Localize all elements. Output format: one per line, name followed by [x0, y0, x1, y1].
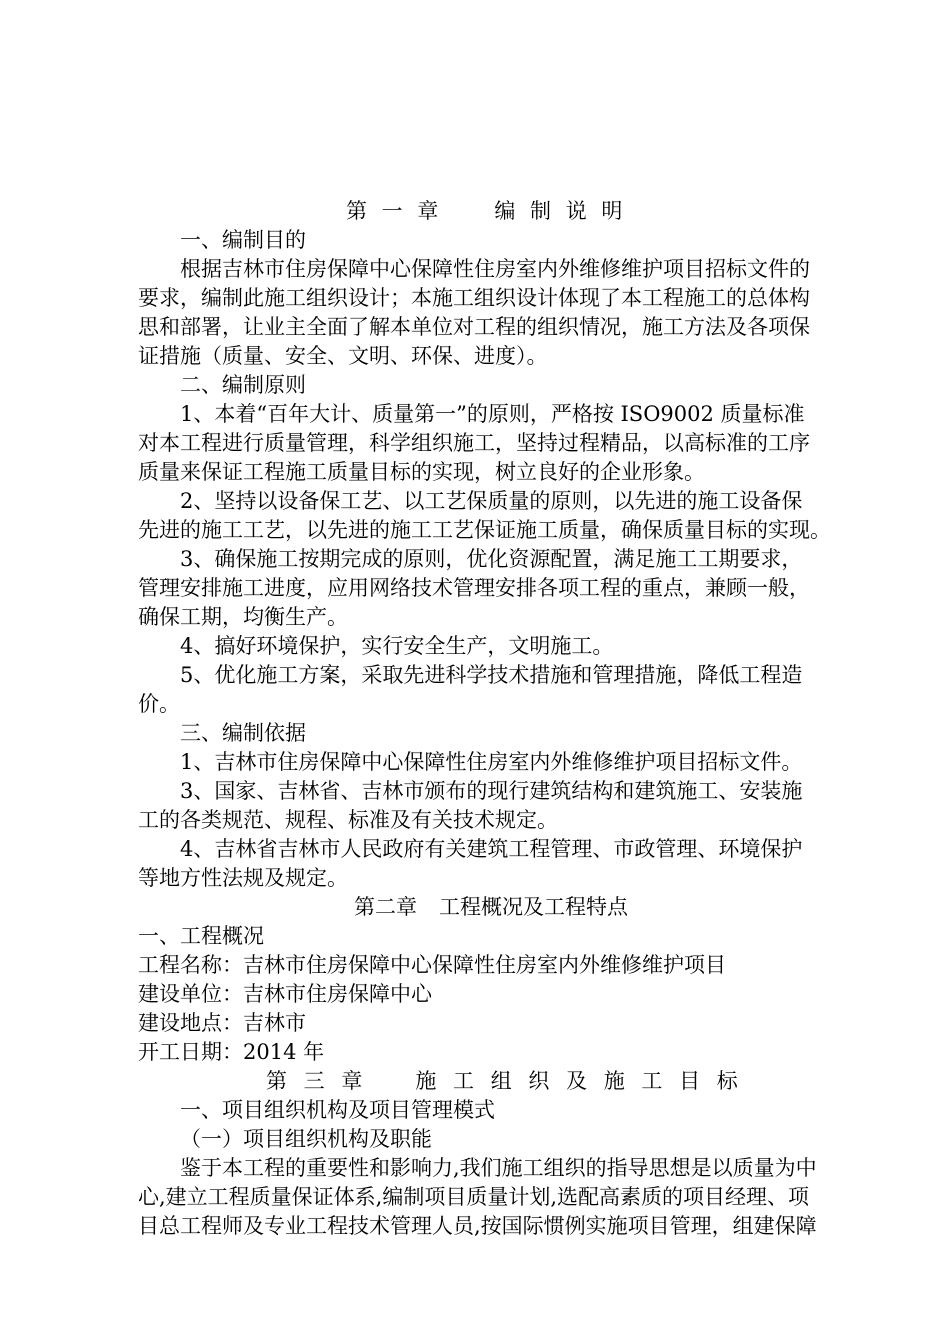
paragraph-line: 等地方性法规及规定。	[138, 866, 348, 890]
project-start-date: 开工日期：2014 年	[138, 1040, 325, 1064]
document-page	[138, 197, 860, 1241]
chapter1-name: 编 制 说 明	[494, 199, 627, 223]
paragraph-line: 2、坚持以设备保工艺、以工艺保质量的原则，以先进的施工设备保	[180, 489, 803, 513]
section-heading: 一、项目组织机构及项目管理模式	[180, 1098, 495, 1122]
chapter3-title	[138, 1067, 860, 1096]
paragraph-line: 鉴于本工程的重要性和影响力,我们施工组织的指导思想是以质量为中	[180, 1156, 817, 1180]
paragraph-line: 1、本着“百年大计、质量第一”的原则，严格按 ISO9002 质量标准	[180, 402, 805, 426]
paragraph-line: 3、确保施工按期完成的原则，优化资源配置，满足施工工期要求，	[180, 547, 803, 571]
section-heading: 三、编制依据	[180, 721, 306, 745]
paragraph-line: 管理安排施工进度，应用网络技术管理安排各项工程的重点，兼顾一般，	[138, 576, 810, 600]
project-owner: 建设单位：吉林市住房保障中心	[138, 982, 432, 1006]
paragraph-line: 工的各类规范、规程、标准及有关技术规定。	[138, 808, 558, 832]
paragraph-line: 对本工程进行质量管理，科学组织施工，坚持过程精品，以高标准的工序	[138, 431, 810, 455]
paragraph-line: 5、优化施工方案，采取先进科学技术措施和管理措施，降低工程造	[180, 663, 803, 687]
paragraph-line: 证措施（质量、安全、文明、环保、进度）。	[138, 344, 548, 368]
chapter3-number: 第 三 章	[266, 1069, 368, 1093]
paragraph-line: 1、吉林市住房保障中心保障性住房室内外维修维护项目招标文件。	[180, 750, 803, 774]
paragraph-line: 根据吉林市住房保障中心保障性住房室内外维修维护项目招标文件的	[180, 257, 810, 281]
paragraph-line: 4、搞好环境保护，实行安全生产，文明施工。	[180, 634, 614, 658]
paragraph-line: 4、吉林省吉林市人民政府有关建筑工程管理、市政管理、环境保护	[180, 837, 803, 861]
paragraph-line: 3、国家、吉林省、吉林市颁布的现行建筑结构和建筑施工、安装施	[180, 779, 803, 803]
section-heading: 二、编制原则	[180, 373, 306, 397]
chapter2-title	[138, 893, 860, 922]
chapter3-name: 施 工 组 织 及 施 工 目 标	[415, 1069, 743, 1093]
chapter2-name: 工程概况及工程特点	[439, 895, 628, 919]
project-name: 工程名称：吉林市住房保障中心保障性住房室内外维修维护项目	[138, 953, 726, 977]
paragraph-line: 心,建立工程质量保证体系,编制项目质量计划,选配高素质的项目经理、项	[138, 1185, 810, 1209]
section-heading: 一、工程概况	[138, 924, 264, 948]
chapter1-number: 第 一 章	[346, 199, 443, 223]
paragraph-line: 要求，编制此施工组织设计；本施工组织设计体现了本工程施工的总体构	[138, 286, 810, 310]
paragraph-line: 价。	[138, 692, 180, 716]
subsection-heading: （一）项目组织机构及职能	[180, 1127, 432, 1151]
paragraph-line: 思和部署，让业主全面了解本单位对工程的组织情况，施工方法及各项保	[138, 315, 810, 339]
chapter1-title	[138, 197, 860, 226]
project-location: 建设地点：吉林市	[138, 1011, 306, 1035]
section-heading: 一、编制目的	[180, 228, 306, 252]
chapter2-number: 第二章	[354, 895, 417, 919]
paragraph-line: 先进的施工工艺，以先进的施工工艺保证施工质量，确保质量目标的实现。	[138, 518, 831, 542]
paragraph-line: 确保工期，均衡生产。	[138, 605, 348, 629]
paragraph-line: 目总工程师及专业工程技术管理人员,按国际惯例实施项目管理，组建保障	[138, 1214, 817, 1238]
paragraph-line: 质量来保证工程施工质量目标的实现，树立良好的企业形象。	[138, 460, 705, 484]
